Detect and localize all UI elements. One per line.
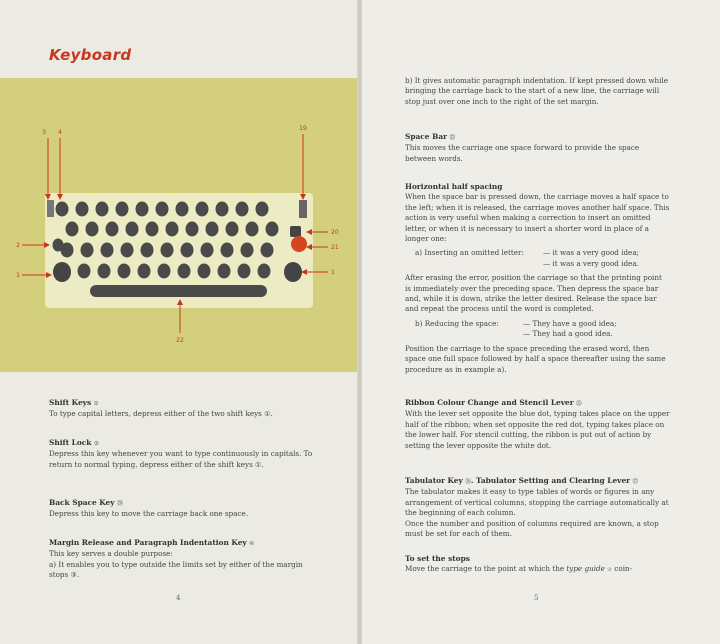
key-r2-10 (261, 243, 274, 258)
callout-2: 2 (16, 242, 20, 249)
keyboard-diagram (0, 78, 360, 372)
key-r3-7 (218, 264, 231, 279)
shift-keys-section (49, 398, 319, 420)
key-r1-0 (66, 222, 79, 237)
key-r3-6 (198, 264, 211, 279)
space-bar-text: This moves the carriage one space forward to provide the space between words. (405, 143, 640, 163)
margin-release-intro: This key serves a double purpose: (49, 549, 173, 559)
ribbon-text: With the lever set opposite the blue dot, typing takes place on the upper half of the ribbon; when set opposite the red dot, typing takes place on the lower half. For stencil cutting, the ribbon is put out of action by setting the lever opposite the white dot. (405, 409, 670, 450)
key-r0-7 (196, 202, 209, 217)
space-bar-heading: Space Bar (405, 132, 447, 141)
key-r2-4 (141, 243, 154, 258)
key-r0-9 (236, 202, 249, 217)
tabulator-heading: Tabulator Key (405, 476, 463, 485)
tab-lever (299, 200, 307, 218)
tabulator-p2: Once the number and position of columns required are known, a stop must be set for each of them. (405, 518, 659, 539)
callout-21: 21 (331, 244, 339, 251)
back-space-heading: Back Space Key (49, 498, 115, 507)
tabulator-ref1: ⑯ (465, 479, 471, 485)
key-r3-2 (118, 264, 131, 279)
ribbon-ref: ㉑ (576, 401, 582, 407)
key-r0-1 (76, 202, 89, 217)
shift-keys-ref: ① (93, 401, 99, 407)
key-r0-0 (56, 202, 69, 217)
key-r1-4 (146, 222, 159, 237)
stops-text-a: Move the carriage to the point at which the (405, 564, 567, 574)
callout-3: 3 (42, 129, 46, 136)
example-b (405, 319, 670, 340)
right-page (362, 0, 720, 644)
callout-4: 4 (58, 129, 62, 136)
key-r1-3 (126, 222, 139, 237)
key-r3-9 (258, 264, 271, 279)
tabulator-heading2: . Tabulator Setting and Clearing Lever (470, 476, 631, 485)
key-r0-2 (96, 202, 109, 217)
margin-b-text: b) It gives automatic paragraph indentation. If kept pressed down while bringing the carriage back to the start of a new line, the carriage will stop just over one inch to the right of the set margin. (405, 76, 668, 106)
shift-keys-text: To type capital letters, depress either of the two shift keys ①. (49, 409, 273, 419)
half-spacing-p2: After erasing the error, position the carriage so that the printing point is immediately over the preceding space. Then depress the space bar and, while it is down, strike the letter desired. Release the space bar and repeat the process until the word is completed. (405, 273, 662, 314)
key-r1-10 (266, 222, 279, 237)
shift-lock-heading: Shift Lock (49, 438, 92, 447)
key-r2-1 (81, 243, 94, 258)
half-spacing-p1: When the space bar is pressed down, the carriage moves a half space to the left; when it is released, the carriage moves another half space. This action is very useful when making a correction to insert an omitted letter, or when it is necessary to insert a shorter word in place of a longer one: (405, 192, 670, 244)
key-r2-6 (181, 243, 194, 258)
example-a-line2: — it was a very good idea. (543, 258, 639, 268)
keyboard-illustration-panel (0, 78, 360, 372)
margin-release-ref: ④ (249, 541, 255, 547)
key-r2-2 (101, 243, 114, 258)
ribbon-heading: Ribbon Colour Change and Stencil Lever (405, 398, 574, 407)
example-b-line1: — They have a good idea; (523, 318, 617, 328)
key-r0-8 (216, 202, 229, 217)
example-b-line2: — They had a good idea. (523, 329, 613, 339)
key-r2-5 (161, 243, 174, 258)
key-r3-1 (98, 264, 111, 279)
ribbon-lever-red (291, 236, 307, 252)
stops-ref: ⑨ (607, 567, 613, 574)
callout-22: 22 (176, 337, 184, 344)
stops-text-italic: type guide (566, 564, 605, 574)
key-r0-10 (256, 202, 269, 217)
example-a-line1: — it was a very good idea; (543, 248, 640, 258)
margin-stop-left (47, 200, 54, 217)
key-r3-4 (158, 264, 171, 279)
left-shift-key (53, 262, 71, 282)
key-r1-5 (166, 222, 179, 237)
key-r0-6 (176, 202, 189, 217)
half-spacing-section (405, 182, 670, 375)
shift-lock-ref: ② (94, 441, 99, 447)
key-r1-9 (246, 222, 259, 237)
key-r2-8 (221, 243, 234, 258)
right-shift-key (284, 262, 302, 282)
tabulator-section (405, 476, 670, 539)
example-b-label: b) Reducing the space: (415, 318, 499, 328)
callout-1-right: 1 (331, 269, 335, 276)
page-title: Keyboard (49, 46, 132, 64)
key-r1-7 (206, 222, 219, 237)
key-r3-8 (238, 264, 251, 279)
half-spacing-heading: Horizontal half spacing (405, 182, 503, 191)
key-r1-2 (106, 222, 119, 237)
margin-release-section (49, 538, 319, 581)
stops-text-b: coin- (612, 564, 633, 574)
margin-release-a: a) It enables you to type outside the limits set by either of the margin stops ③. (49, 559, 303, 580)
half-spacing-p3: Position the carriage to the space preceding the erased word, then space one full space followed by half a space thereafter using the same procedure as in example a). (405, 343, 666, 374)
space-bar-shape (90, 285, 267, 297)
key-r3-5 (178, 264, 191, 279)
space-bar-ref: ㉒ (449, 135, 456, 141)
tabulator-ref2: ⑰ (632, 479, 639, 485)
key-r2-7 (201, 243, 214, 258)
key-r1-8 (226, 222, 239, 237)
key-r2-3 (121, 243, 134, 258)
key-r1-6 (186, 222, 199, 237)
stops-heading: To set the stops (405, 554, 470, 563)
page-number-right: 5 (534, 594, 539, 602)
callout-20: 20 (331, 229, 339, 236)
key-r2-9 (241, 243, 254, 258)
shift-keys-heading: Shift Keys (49, 398, 92, 407)
callout-1-left: 1 (16, 272, 20, 279)
stops-section (405, 554, 670, 576)
shift-lock-text: Depress this key whenever you want to type continuously in capitals. To return to normal typing, depress either of the shift keys ①. (49, 449, 313, 469)
key-r1-1 (86, 222, 99, 237)
example-a-label: a) Inserting an omitted letter: (415, 248, 524, 258)
back-space-ref: ⑳ (117, 501, 123, 507)
key-r3-0 (78, 264, 91, 279)
backspace-key-shape (290, 226, 301, 237)
key-r0-4 (136, 202, 149, 217)
tabulator-p1: The tabulator makes it easy to type tables of words or figures in any arrangement of vertical columns, stopping the carriage automatically at the beginning of each column. (405, 487, 669, 518)
key-r3-3 (138, 264, 151, 279)
space-bar-section (405, 132, 670, 164)
key-r0-3 (116, 202, 129, 217)
page-number-left: 4 (176, 594, 181, 602)
ribbon-section (405, 398, 670, 451)
margin-b-section (405, 76, 670, 107)
shift-lock-section (49, 438, 319, 470)
key-r0-5 (156, 202, 169, 217)
back-space-section (49, 498, 319, 520)
callout-19: 19 (299, 125, 307, 132)
margin-release-heading: Margin Release and Paragraph Indentation Key (49, 538, 247, 547)
back-space-text: Depress this key to move the carriage back one space. (49, 509, 249, 519)
shift-lock-key-shape (53, 239, 64, 252)
example-a (405, 248, 670, 269)
